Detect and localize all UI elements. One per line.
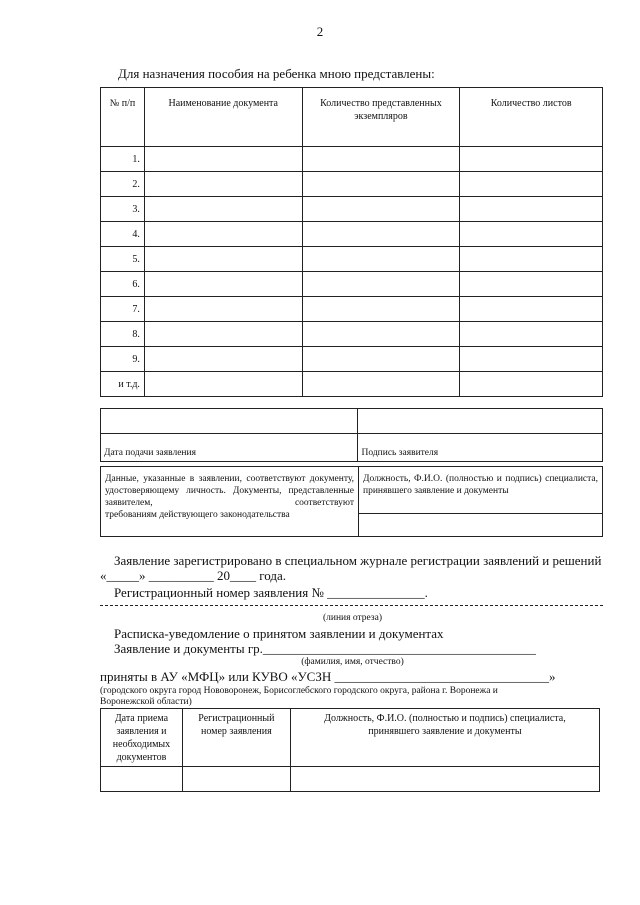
intro-text: Для назначения пособия на ребенка мною представлены:	[118, 66, 435, 81]
document-name-cell[interactable]	[144, 372, 302, 397]
region-line: (городского округа город Нововоронеж, Борисоглебского городского округа, района г. Воронежа и	[100, 686, 498, 696]
specialist-signature-cell[interactable]	[290, 767, 599, 792]
column-header-document-name: Наименование документа	[144, 88, 302, 147]
registration-number-cell[interactable]	[182, 767, 290, 792]
sheets-cell[interactable]	[460, 322, 603, 347]
receipt-accepted-line: приняты в АУ «МФЦ» или КУВО «УСЗН _________________________________»	[100, 669, 556, 684]
verification-text: Данные, указанные в заявлении, соответствуют документу, удостоверяющему личность. Документы, представленные заявителем, соответствуют	[105, 474, 355, 508]
document-name-cell[interactable]	[144, 222, 302, 247]
documents-table	[100, 87, 603, 397]
column-header-specialist: Должность, Ф.И.О. (полностью и подпись) специалиста, принявшего заявление и документы	[290, 709, 599, 767]
column-header-sheets: Количество листов	[460, 88, 603, 147]
document-name-cell[interactable]	[144, 322, 302, 347]
receipt-applicant-line: Заявление и документы гр.__________________________________________	[114, 641, 536, 656]
row-number: 6.	[101, 272, 145, 297]
row-number: 1.	[101, 147, 145, 172]
date-label: Дата подачи заявления	[101, 434, 358, 462]
copies-cell[interactable]	[302, 272, 460, 297]
row-number: 2.	[101, 172, 145, 197]
row-number: 5.	[101, 247, 145, 272]
row-number: 7.	[101, 297, 145, 322]
document-name-cell[interactable]	[144, 147, 302, 172]
sheets-cell[interactable]	[460, 272, 603, 297]
table-row	[101, 147, 603, 172]
column-header-copies: Количество представленных экземпляров	[302, 88, 460, 147]
receipt-title: Расписка-уведомление о принятом заявлении и документах	[114, 626, 444, 641]
row-number: 3.	[101, 197, 145, 222]
document-name-cell[interactable]	[144, 172, 302, 197]
column-header-number: № п/п	[101, 88, 145, 147]
sheets-cell[interactable]	[460, 172, 603, 197]
sheets-cell[interactable]	[460, 197, 603, 222]
copies-cell[interactable]	[302, 347, 460, 372]
specialist-signature-field[interactable]	[359, 514, 603, 537]
sheets-cell[interactable]	[460, 247, 603, 272]
row-number: 9.	[101, 347, 145, 372]
document-name-cell[interactable]	[144, 197, 302, 222]
column-header-receipt-date: Дата приема заявления и необходимых документов	[101, 709, 183, 767]
table-row	[101, 322, 603, 347]
specialist-label: Должность, Ф.И.О. (полностью и подпись) специалиста, принявшего заявление и документы	[359, 467, 603, 514]
verification-statement	[101, 467, 359, 537]
copies-cell[interactable]	[302, 172, 460, 197]
applicant-caption: (фамилия, имя, отчество)	[301, 657, 404, 667]
column-header-registration-number: Регистрационный номер заявления	[182, 709, 290, 767]
table-row	[101, 767, 600, 792]
date-field[interactable]	[101, 409, 358, 434]
verification-table	[100, 466, 603, 537]
page-number: 2	[316, 24, 324, 39]
document-name-cell[interactable]	[144, 347, 302, 372]
copies-cell[interactable]	[302, 222, 460, 247]
row-number: и т.д.	[101, 372, 145, 397]
cut-line-label: (линия отреза)	[322, 613, 382, 623]
receipt-date-cell[interactable]	[101, 767, 183, 792]
document-name-cell[interactable]	[144, 247, 302, 272]
sheets-cell[interactable]	[460, 222, 603, 247]
documents-table-header	[101, 88, 603, 147]
cut-line	[100, 605, 603, 606]
signature-label: Подпись заявителя	[358, 434, 603, 462]
sheets-cell[interactable]	[460, 147, 603, 172]
document-name-cell[interactable]	[144, 272, 302, 297]
table-row	[101, 222, 603, 247]
copies-cell[interactable]	[302, 372, 460, 397]
copies-cell[interactable]	[302, 247, 460, 272]
receipt-table	[100, 708, 600, 792]
signature-field[interactable]	[358, 409, 603, 434]
table-row	[101, 172, 603, 197]
sheets-cell[interactable]	[460, 347, 603, 372]
row-number: 8.	[101, 322, 145, 347]
row-number: 4.	[101, 222, 145, 247]
copies-cell[interactable]	[302, 322, 460, 347]
table-row	[101, 272, 603, 297]
submission-table	[100, 408, 603, 462]
registration-date-line: «_____» __________ 20____ года.	[100, 568, 287, 583]
table-row	[101, 197, 603, 222]
copies-cell[interactable]	[302, 197, 460, 222]
registration-line: Заявление зарегистрировано в специальном журнале регистрации заявлений и решений	[114, 553, 602, 568]
verification-text-last: требованиям действующего законодательства	[105, 510, 290, 520]
table-row	[101, 372, 603, 397]
table-row	[101, 347, 603, 372]
registration-number-line: Регистрационный номер заявления № _______________.	[114, 585, 428, 600]
table-row	[101, 297, 603, 322]
table-row	[101, 247, 603, 272]
copies-cell[interactable]	[302, 297, 460, 322]
sheets-cell[interactable]	[460, 297, 603, 322]
sheets-cell[interactable]	[460, 372, 603, 397]
copies-cell[interactable]	[302, 147, 460, 172]
region-line-2: Воронежской области)	[100, 697, 192, 707]
document-name-cell[interactable]	[144, 297, 302, 322]
